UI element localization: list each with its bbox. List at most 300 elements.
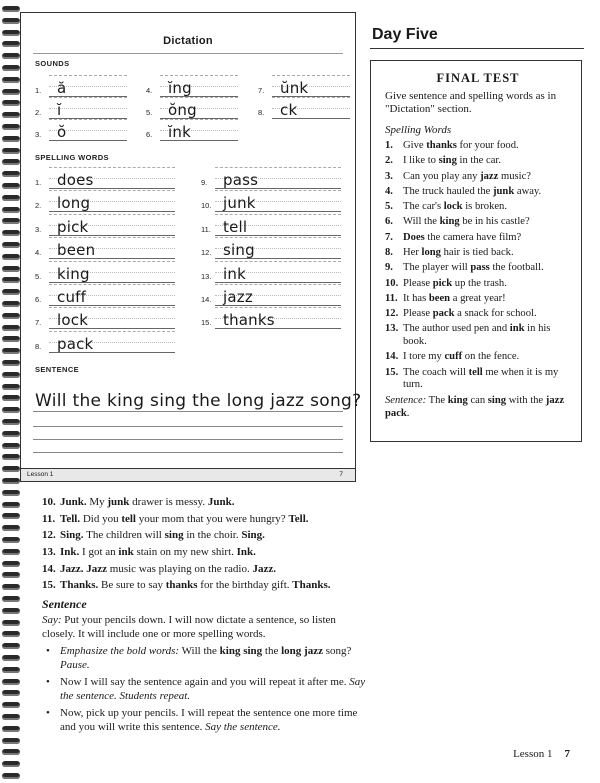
word-text: pick: [57, 217, 89, 236]
spelling-words-label: SPELLING WORDS: [35, 153, 109, 162]
binding-ring: [2, 159, 20, 165]
bullet-italic: Pause.: [60, 658, 90, 671]
test-item-text: [403, 216, 530, 229]
dictation-worksheet: [20, 12, 362, 482]
binding-ring: [2, 183, 20, 189]
word-cue: Junk.: [60, 496, 87, 508]
word-number: 12.: [201, 248, 212, 258]
teacher-item: [42, 513, 372, 526]
text-before: I like to: [403, 155, 439, 167]
binding-ring: [2, 466, 20, 472]
test-item-number: 14.: [385, 351, 399, 363]
binding-ring: [2, 18, 20, 24]
word-number: 8.: [35, 341, 42, 351]
binding-ring: [2, 242, 20, 248]
teacher-item: [42, 529, 372, 542]
word-number: 10.: [201, 201, 212, 211]
binding-ring: [2, 266, 20, 272]
writing-line: [33, 426, 343, 427]
teacher-item: [42, 496, 372, 509]
spelling-word: king: [439, 216, 460, 228]
binding-ring: [2, 100, 20, 106]
bullet-italic: Say the sentence. Students repeat.: [60, 676, 366, 702]
word-text: king: [57, 264, 90, 283]
text-before: My: [86, 496, 108, 508]
spelling-word: junk: [493, 185, 515, 197]
text-after: your mom that you were hungry?: [136, 512, 289, 525]
sentence-label: Sentence:: [385, 395, 427, 407]
binding-ring: [2, 77, 20, 83]
binding-ring: [2, 502, 20, 508]
spelling-word: thanks: [426, 140, 457, 151]
binding-ring: [2, 30, 20, 36]
text-after: a great year!: [450, 292, 506, 304]
teacher-item-text: [60, 496, 234, 509]
test-sentence-list: [385, 140, 571, 392]
word-text: pack: [57, 334, 94, 353]
text-after: away.: [514, 185, 542, 197]
text-after: me when it is my turn.: [403, 366, 559, 391]
text-after: music?: [498, 170, 531, 182]
word-cue: Tell.: [60, 512, 81, 525]
test-item-text: [403, 171, 531, 184]
text-before: I got an: [79, 546, 119, 559]
test-item-number: 5.: [385, 201, 393, 213]
spelling-word-cell: [201, 190, 341, 212]
teacher-item: [42, 546, 372, 559]
word-text: pass: [223, 171, 259, 189]
bullet-write: [42, 707, 372, 734]
test-item-text: [403, 351, 519, 364]
bullet-italic: Emphasize the bold words:: [60, 645, 180, 657]
teacher-item-number: 10.: [42, 496, 56, 508]
test-item-number: 13.: [385, 323, 399, 335]
spelling-word-cell: [35, 190, 175, 212]
sentence-bold-word: sing: [487, 395, 507, 407]
word-number: 7.: [35, 318, 42, 328]
sound-cell: [258, 75, 350, 97]
teacher-item-text: [60, 563, 276, 576]
text-before: I tore my: [403, 351, 445, 363]
test-item-number: 9.: [385, 262, 393, 274]
word-cue-end: Junk.: [207, 496, 235, 508]
test-item: [385, 232, 571, 245]
sound-text: ŭnk: [280, 79, 309, 97]
binding-ring: [2, 773, 20, 779]
title-divider: [33, 53, 343, 54]
worksheet-footer-lesson: Lesson 1: [27, 471, 54, 478]
test-item: [385, 171, 571, 184]
binding-ring: [2, 384, 20, 390]
test-item-number: 12.: [385, 308, 399, 320]
word-cue-end: Sing.: [241, 529, 265, 542]
binding-ring: [2, 620, 20, 626]
text-before: The coach will: [403, 366, 469, 378]
binding-ring: [2, 136, 20, 142]
test-item: [385, 186, 571, 199]
binding-ring: [2, 65, 20, 71]
word-cue: Thanks.: [60, 579, 99, 592]
sound-text: ck: [280, 101, 298, 119]
text-after: in his book.: [403, 323, 551, 347]
sound-cell: [258, 97, 350, 119]
spelling-word: cuff: [444, 351, 463, 363]
teacher-item-number: 14.: [42, 562, 56, 575]
spelling-word: pass: [470, 262, 490, 274]
binding-ring: [2, 407, 20, 413]
text-before: Can you play any: [403, 170, 481, 182]
test-item-text: [403, 186, 541, 199]
sound-text: ă: [57, 79, 67, 97]
sentence-text: the: [262, 645, 282, 657]
binding-ring: [2, 171, 20, 177]
text-before: Please: [403, 277, 433, 289]
bullet-repeat: [42, 676, 372, 703]
text-before: The children will: [83, 529, 165, 542]
sound-text: ŏ: [57, 123, 67, 141]
text-before: Did you: [80, 512, 122, 525]
binding-ring: [2, 513, 20, 519]
test-item: [385, 367, 571, 392]
binding-ring: [2, 395, 20, 401]
final-test-box: [370, 60, 582, 442]
spelling-word-cell: [35, 307, 175, 329]
footer-lesson: Lesson 1: [513, 748, 553, 760]
sound-cell: [146, 119, 238, 141]
test-item-number: 4.: [385, 185, 393, 197]
spelling-word: Does: [403, 231, 425, 243]
binding-ring: [2, 230, 20, 236]
sound-number: 5.: [146, 108, 153, 117]
say-instruction: [42, 614, 364, 641]
sentence-text: .: [406, 408, 410, 420]
instruction-bullets: [42, 645, 372, 738]
test-item-number: 15.: [385, 366, 399, 378]
text-after: on the fence.: [462, 351, 520, 363]
spelling-words-subheading: Spelling Words: [385, 124, 452, 136]
binding-ring: [2, 360, 20, 366]
test-item-number: 10.: [385, 277, 399, 289]
binding-ring: [2, 6, 20, 12]
word-number: 9.: [201, 178, 208, 187]
sound-number: 2.: [35, 108, 42, 117]
binding-ring: [2, 289, 20, 295]
spelling-word: pick: [432, 277, 453, 289]
word-text: jazz: [223, 288, 253, 306]
word-cue-end: Ink.: [236, 546, 256, 559]
spelling-word: tell: [468, 366, 483, 378]
spelling-word: tell: [121, 512, 136, 525]
sound-text: ĭng: [168, 79, 192, 97]
test-item: [385, 262, 571, 275]
word-number: 13.: [201, 271, 212, 281]
text-after: in the choir.: [183, 529, 242, 542]
test-item: [385, 308, 571, 321]
text-after: the camera have film?: [424, 231, 522, 243]
text-after: a snack for school.: [454, 308, 537, 320]
teacher-item: [42, 579, 372, 592]
page-number: 7: [564, 748, 570, 760]
worksheet-footer: [21, 468, 355, 481]
text-after: for the birthday gift.: [197, 579, 293, 592]
binding-ring: [2, 525, 20, 531]
binding-ring: [2, 643, 20, 649]
word-cue: Sing.: [60, 529, 84, 542]
word-cue-end: Jazz.: [252, 562, 276, 575]
spelling-word: sing: [438, 155, 457, 167]
text-after: be in his castle?: [459, 216, 530, 228]
spelling-word: Jazz: [86, 562, 108, 575]
test-item: [385, 247, 571, 260]
binding-ring: [2, 218, 20, 224]
teacher-word-list: [42, 496, 372, 596]
spelling-word: sing: [164, 529, 184, 542]
test-item: [385, 293, 571, 306]
binding-ring: [2, 124, 20, 130]
spelling-word-cell: [201, 167, 341, 189]
text-after: is broken.: [462, 201, 508, 213]
text-before: Give: [403, 140, 427, 151]
binding-ring: [2, 53, 20, 59]
bullet-text: Now I will say the sentence again and you will repeat it after me.: [60, 676, 350, 688]
text-before: The author used pen and: [403, 323, 510, 335]
text-before: Please: [403, 308, 433, 320]
word-cue-end: Tell.: [288, 512, 309, 525]
final-test-sentence: [385, 394, 571, 420]
text-before: Her: [403, 246, 422, 258]
binding-ring: [2, 702, 20, 708]
test-item-text: [403, 140, 519, 153]
test-item-text: [403, 278, 507, 291]
day-title-divider: [370, 48, 584, 49]
spelling-word-cell: [35, 261, 175, 283]
word-text: long: [57, 194, 91, 213]
sound-number: 8.: [258, 108, 265, 117]
binding-ring: [2, 277, 20, 283]
binding-ring: [2, 596, 20, 602]
text-before: Be sure to say: [98, 579, 166, 592]
sentence-text: Will the: [179, 645, 220, 657]
binding-ring: [2, 738, 20, 744]
binding-ring: [2, 207, 20, 213]
binding-ring: [2, 726, 20, 732]
text-after: the football.: [489, 262, 544, 274]
spelling-word-cell: [201, 284, 341, 306]
sentence-bold-word: long jazz: [281, 645, 323, 657]
spelling-word: lock: [443, 201, 463, 213]
spelling-word-cell: [201, 307, 341, 329]
spelling-word-cell: [201, 237, 341, 259]
word-number: 1.: [35, 178, 42, 187]
teacher-item-number: 12.: [42, 529, 56, 542]
spelling-word: pack: [432, 308, 455, 320]
binding-ring: [2, 431, 20, 437]
test-item-text: [403, 262, 544, 275]
sentence-text: can: [467, 395, 488, 407]
binding-ring: [2, 301, 20, 307]
binding-ring: [2, 419, 20, 425]
bullet-emphasize: [42, 645, 372, 672]
teacher-item-text: [60, 579, 330, 592]
test-item-text: [403, 247, 514, 260]
spelling-word-cell: [201, 214, 341, 236]
binding-ring: [2, 679, 20, 685]
sound-text: ĭ: [57, 101, 62, 119]
binding-ring: [2, 761, 20, 767]
word-text: junk: [223, 194, 256, 213]
spelling-word-cell: [201, 261, 341, 283]
word-number: 2.: [35, 201, 42, 211]
test-item-number: 8.: [385, 246, 393, 258]
binding-ring: [2, 336, 20, 342]
sound-cell: [35, 119, 127, 141]
word-text: ink: [223, 264, 246, 283]
text-before: The truck hauled the: [403, 185, 494, 197]
binding-ring: [2, 112, 20, 118]
spelling-word: jazz: [480, 170, 499, 182]
binding-ring: [2, 549, 20, 555]
sentence-bold-word: king: [447, 395, 468, 407]
binding-ring: [2, 372, 20, 378]
spelling-word: ink: [118, 546, 134, 559]
bullet-italic: Say the sentence.: [205, 720, 281, 733]
say-text: Put your pencils down. I will now dictate a sentence, so listen closely. It will include one or more spelling words.: [42, 614, 336, 640]
binding-ring: [2, 478, 20, 484]
writing-line: [33, 411, 343, 412]
binding-ring: [2, 454, 20, 460]
binding-ring: [2, 443, 20, 449]
text-after: for your food.: [456, 140, 519, 151]
writing-line: [33, 452, 343, 453]
word-number: 6.: [35, 295, 42, 304]
final-test-instruction: Give sentence and spelling words as in "Dictation" section.: [385, 90, 557, 115]
word-number: 3.: [35, 224, 42, 234]
binding-ring: [2, 631, 20, 637]
binding-ring: [2, 608, 20, 614]
sound-number: 4.: [146, 86, 153, 95]
binding-ring: [2, 41, 20, 47]
test-item-text: [403, 232, 521, 245]
text-before: Will the: [403, 216, 440, 228]
binding-ring: [2, 667, 20, 673]
test-item: [385, 140, 571, 153]
word-number: 4.: [35, 248, 42, 258]
final-test-title: FINAL TEST: [436, 71, 520, 85]
word-number: 14.: [201, 295, 212, 304]
text-after: up the trash.: [452, 277, 507, 289]
binding-ring: [2, 254, 20, 260]
test-item-text: [403, 293, 506, 306]
sound-text: ŏng: [168, 101, 197, 119]
binding-ring: [2, 655, 20, 661]
spelling-word: been: [428, 292, 451, 304]
binding-ring: [2, 313, 20, 319]
text-before: The car's: [403, 201, 444, 213]
sound-cell: [146, 75, 238, 97]
word-text: lock: [57, 311, 89, 330]
word-cue: Jazz.: [60, 562, 84, 575]
spelling-word: junk: [107, 496, 130, 508]
binding-ring: [2, 572, 20, 578]
teacher-item: [42, 563, 372, 576]
binding-ring: [2, 490, 20, 496]
binding-ring: [2, 749, 20, 755]
teacher-item-number: 11.: [42, 512, 56, 525]
sentence-text: The: [428, 395, 448, 407]
text-after: in the car.: [456, 155, 501, 167]
binding-ring: [2, 325, 20, 331]
test-item: [385, 216, 571, 229]
teacher-item-number: 15.: [42, 579, 56, 592]
binding-ring: [2, 584, 20, 590]
test-item-number: 7.: [385, 231, 393, 243]
day-title: Day Five: [372, 26, 438, 43]
word-number: 11.: [201, 224, 211, 234]
binding-ring: [2, 348, 20, 354]
word-text: thanks: [223, 311, 275, 330]
test-item-text: [403, 308, 537, 321]
test-item-number: 3.: [385, 170, 393, 182]
spelling-word-cell: [35, 237, 175, 259]
worksheet-title: Dictation: [163, 35, 213, 47]
test-item-number: 1.: [385, 140, 393, 151]
sound-number: 6.: [146, 130, 153, 139]
test-item: [385, 351, 571, 364]
word-cue: Ink.: [60, 546, 80, 559]
sound-text: ĭnk: [168, 123, 191, 141]
sentence-text: with the: [506, 395, 546, 407]
sentence-heading: Sentence: [42, 597, 87, 611]
spelling-word: long: [421, 246, 441, 258]
handwritten-sentence: Will the king sing the long jazz song?: [35, 391, 362, 411]
test-item-number: 6.: [385, 216, 393, 228]
sound-cell: [146, 97, 238, 119]
binding-ring: [2, 148, 20, 154]
test-item: [385, 323, 571, 348]
spelling-word-cell: [35, 284, 175, 306]
test-item: [385, 201, 571, 214]
teacher-item-text: [60, 546, 256, 559]
test-item: [385, 278, 571, 291]
text-before: The player will: [403, 262, 471, 274]
worksheet-footer-page: 7: [339, 471, 343, 478]
spelling-word: ink: [509, 323, 525, 335]
sound-number: 1.: [35, 86, 42, 95]
teacher-item-number: 13.: [42, 546, 56, 559]
binding-ring: [2, 537, 20, 543]
bullet-text: Now, pick up your pencils. I will repeat the sentence one more time and you will write this sentence.: [60, 707, 358, 733]
spelling-word-cell: [35, 331, 175, 353]
binding-ring: [2, 714, 20, 720]
sentence-label: SENTENCE: [35, 365, 80, 374]
page-footer: [513, 748, 570, 760]
writing-line: [33, 439, 343, 440]
word-cue-end: Thanks.: [292, 579, 331, 592]
text-after: music was playing on the radio.: [107, 562, 253, 575]
word-text: cuff: [57, 288, 87, 306]
text-before: It has: [403, 292, 429, 304]
spiral-binding: [0, 0, 22, 783]
word-text: been: [57, 241, 96, 260]
teacher-item-text: [60, 513, 309, 526]
spelling-word-cell: [35, 167, 175, 189]
binding-ring: [2, 561, 20, 567]
test-item-number: 2.: [385, 155, 393, 167]
sentence-text: song?: [322, 645, 352, 657]
text-after: drawer is messy.: [129, 496, 208, 508]
word-text: tell: [223, 217, 248, 236]
test-item-number: 11.: [385, 292, 398, 304]
